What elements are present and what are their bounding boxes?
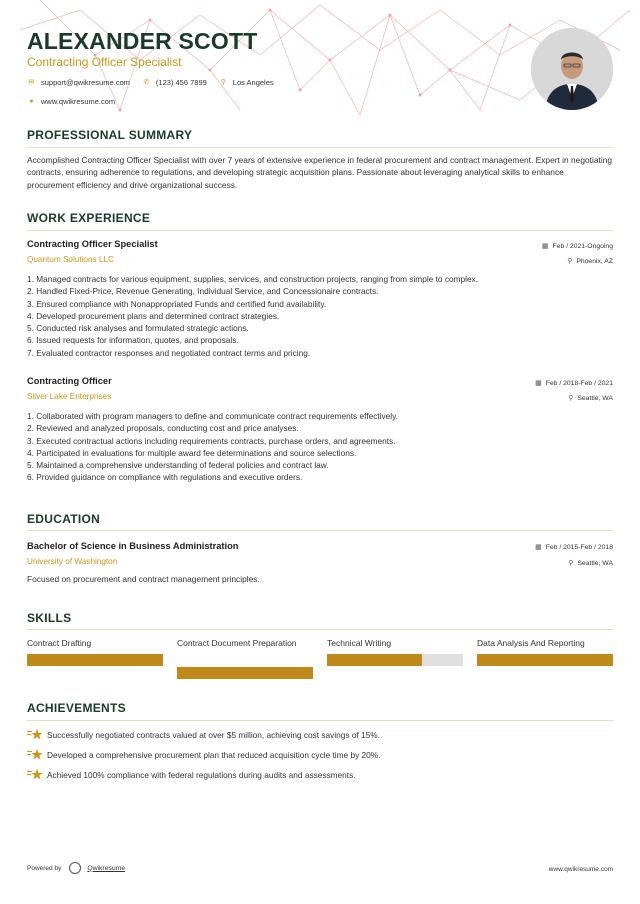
list-item: 5. Maintained a comprehensive understanding of federal policies and contract law.: [27, 460, 329, 471]
resume-header: [27, 28, 507, 107]
summary-heading: PROFESSIONAL SUMMARY: [27, 128, 193, 142]
skills-divider: [27, 629, 613, 630]
job-location: [567, 257, 613, 265]
map-pin-icon: ⚲: [567, 258, 573, 265]
brand-link[interactable]: Qwikresume: [87, 864, 126, 872]
list-item: 1. Collaborated with program managers to define and communicate contract requirements effectively.: [27, 411, 398, 421]
location-text: Los Angeles: [232, 78, 274, 87]
achievement-text: Achieved 100% compliance with federal regulations during audits and assessments.: [47, 770, 356, 780]
job-title: Contracting Officer Specialist: [27, 239, 158, 249]
skill-bar-fill: [27, 654, 163, 666]
experience-heading: WORK EXPERIENCE: [27, 211, 151, 225]
person-silhouette-icon: [531, 28, 613, 110]
skill-bar-track: [327, 654, 463, 666]
profile-photo: [531, 28, 613, 110]
powered-by-label: Powered by: [27, 864, 62, 872]
calendar-icon: ▦: [535, 544, 542, 551]
skill-bar-fill: [477, 654, 613, 666]
skill-item: [327, 637, 463, 649]
footer-website[interactable]: www.qwikresume.com: [548, 866, 613, 873]
job-company: Quantum Solutions LLC: [27, 255, 114, 264]
skill-item: [27, 637, 163, 649]
job-date-text: Feb / 2021-Ongoing: [552, 243, 613, 250]
footer-powered-by: [27, 862, 125, 874]
phone-icon: ✆: [143, 79, 150, 86]
job-date: [535, 379, 613, 387]
education-note: Focused on procurement and contract management principles.: [27, 574, 260, 584]
job-company: Silver Lake Enterprises: [27, 392, 112, 401]
job-location-text: Phoenix, AZ: [576, 258, 613, 265]
experience-divider: [27, 230, 613, 231]
website-text: www.qwikresume.com: [41, 97, 116, 106]
achievement-text: Successfully negotiated contracts valued at over $5 million, achieving cost savings of 15%.: [47, 730, 380, 740]
achievement-item: [27, 749, 380, 761]
job-location-text: Seattle, WA: [577, 395, 613, 402]
list-item: 5. Conducted risk analyses and formulated strategic actions.: [27, 323, 249, 334]
achievements-divider: [27, 720, 613, 721]
list-item: 3. Ensured compliance with Nonappropriated Funds and certified fund availability.: [27, 298, 327, 309]
skill-bar-track: [27, 654, 163, 666]
achievement-item: [27, 769, 356, 781]
list-item: 4. Participated in evaluations for multiple award fee determinations and source selections.: [27, 447, 357, 458]
skills-heading: SKILLS: [27, 611, 72, 625]
list-item: 6. Issued requests for information, quotes, and proposals.: [27, 335, 239, 346]
skill-item: [477, 637, 613, 649]
summary-divider: [27, 147, 613, 148]
job-title: Contracting Officer: [27, 376, 112, 386]
job-date: [542, 242, 613, 250]
skill-name: Data Analysis And Reporting: [477, 638, 585, 648]
skill-item: [177, 637, 313, 649]
list-item: 4. Developed procurement plans and determined contract strategies.: [27, 310, 280, 321]
contact-website[interactable]: [27, 97, 115, 107]
education-date-text: Feb / 2015-Feb / 2018: [545, 544, 613, 551]
achievement-star-icon: [27, 769, 43, 781]
achievement-star-icon: [27, 729, 43, 741]
list-item: 1. Managed contracts for various equipment, supplies, services, and construction projects, ranging from simple to complex.: [27, 274, 479, 284]
qwikresume-logo-icon: [69, 862, 81, 874]
school-name: University of Washington: [27, 557, 118, 566]
education-heading: EDUCATION: [27, 512, 101, 526]
education-location-text: Seattle, WA: [577, 560, 613, 567]
achievement-text: Developed a comprehensive procurement plan that reduced acquisition cycle time by 20%.: [47, 750, 381, 760]
list-item: 3. Executed contractual actions including requirements contracts, purchase orders, and agreements.: [27, 435, 396, 446]
skill-name: Technical Writing: [327, 638, 392, 648]
education-divider: [27, 530, 613, 531]
candidate-name: ALEXANDER SCOTT: [27, 28, 258, 54]
job-duties-list: [27, 410, 613, 484]
job-duties-list: [27, 273, 613, 359]
contact-email[interactable]: [27, 78, 130, 88]
contact-phone[interactable]: [142, 78, 207, 88]
skill-bar-track: [177, 667, 313, 679]
globe-icon: ●: [29, 98, 34, 105]
contact-row: [27, 78, 507, 88]
degree-title: Bachelor of Science in Business Administration: [27, 541, 239, 551]
candidate-title: Contracting Officer Specialist: [27, 55, 182, 69]
map-pin-icon: ⚲: [220, 79, 226, 86]
skill-name: Contract Drafting: [27, 638, 92, 648]
contact-location: [219, 78, 274, 88]
list-item: 7. Evaluated contractor responses and negotiated contract terms and pricing.: [27, 347, 311, 358]
map-pin-icon: ⚲: [568, 395, 574, 402]
phone-text: (123) 456 7899: [155, 78, 207, 87]
skill-bar-fill: [327, 654, 422, 666]
achievements-heading: ACHIEVEMENTS: [27, 701, 126, 715]
education-location: [568, 559, 613, 567]
job-date-text: Feb / 2018-Feb / 2021: [545, 380, 613, 387]
list-item: 2. Handled Fixed-Price, Revenue Generating, Individual Service, and Concessionaire contracts.: [27, 286, 379, 297]
email-text: support@qwikresume.com: [41, 78, 130, 87]
achievement-item: [27, 729, 380, 741]
calendar-icon: ▦: [541, 243, 549, 250]
map-pin-icon: ⚲: [568, 560, 574, 567]
achievement-star-icon: [27, 749, 43, 761]
skill-bar-track: [477, 654, 613, 666]
calendar-icon: ▦: [535, 380, 542, 387]
education-date: [535, 543, 613, 551]
contact-row-website: [27, 97, 507, 107]
list-item: 2. Reviewed and analyzed proposals, conducting cost and price analyses.: [27, 423, 299, 434]
envelope-icon: ✉: [28, 79, 35, 86]
summary-text: Accomplished Contracting Officer Specialist with over 7 years of extensive experience in federal procurement and contract management. Expert in negotiating contracts, ensuring adherence to regulations, and developing strategic acquisition plans. Passionate about leveraging analytical skills to enhance procurement efficiency and drive organizational success.: [27, 155, 613, 190]
job-location: [568, 394, 613, 402]
skill-name: Contract Document Preparation: [177, 638, 297, 648]
skill-bar-fill: [177, 667, 313, 679]
list-item: 6. Provided guidance on compliance with regulations and executive orders.: [27, 472, 303, 483]
